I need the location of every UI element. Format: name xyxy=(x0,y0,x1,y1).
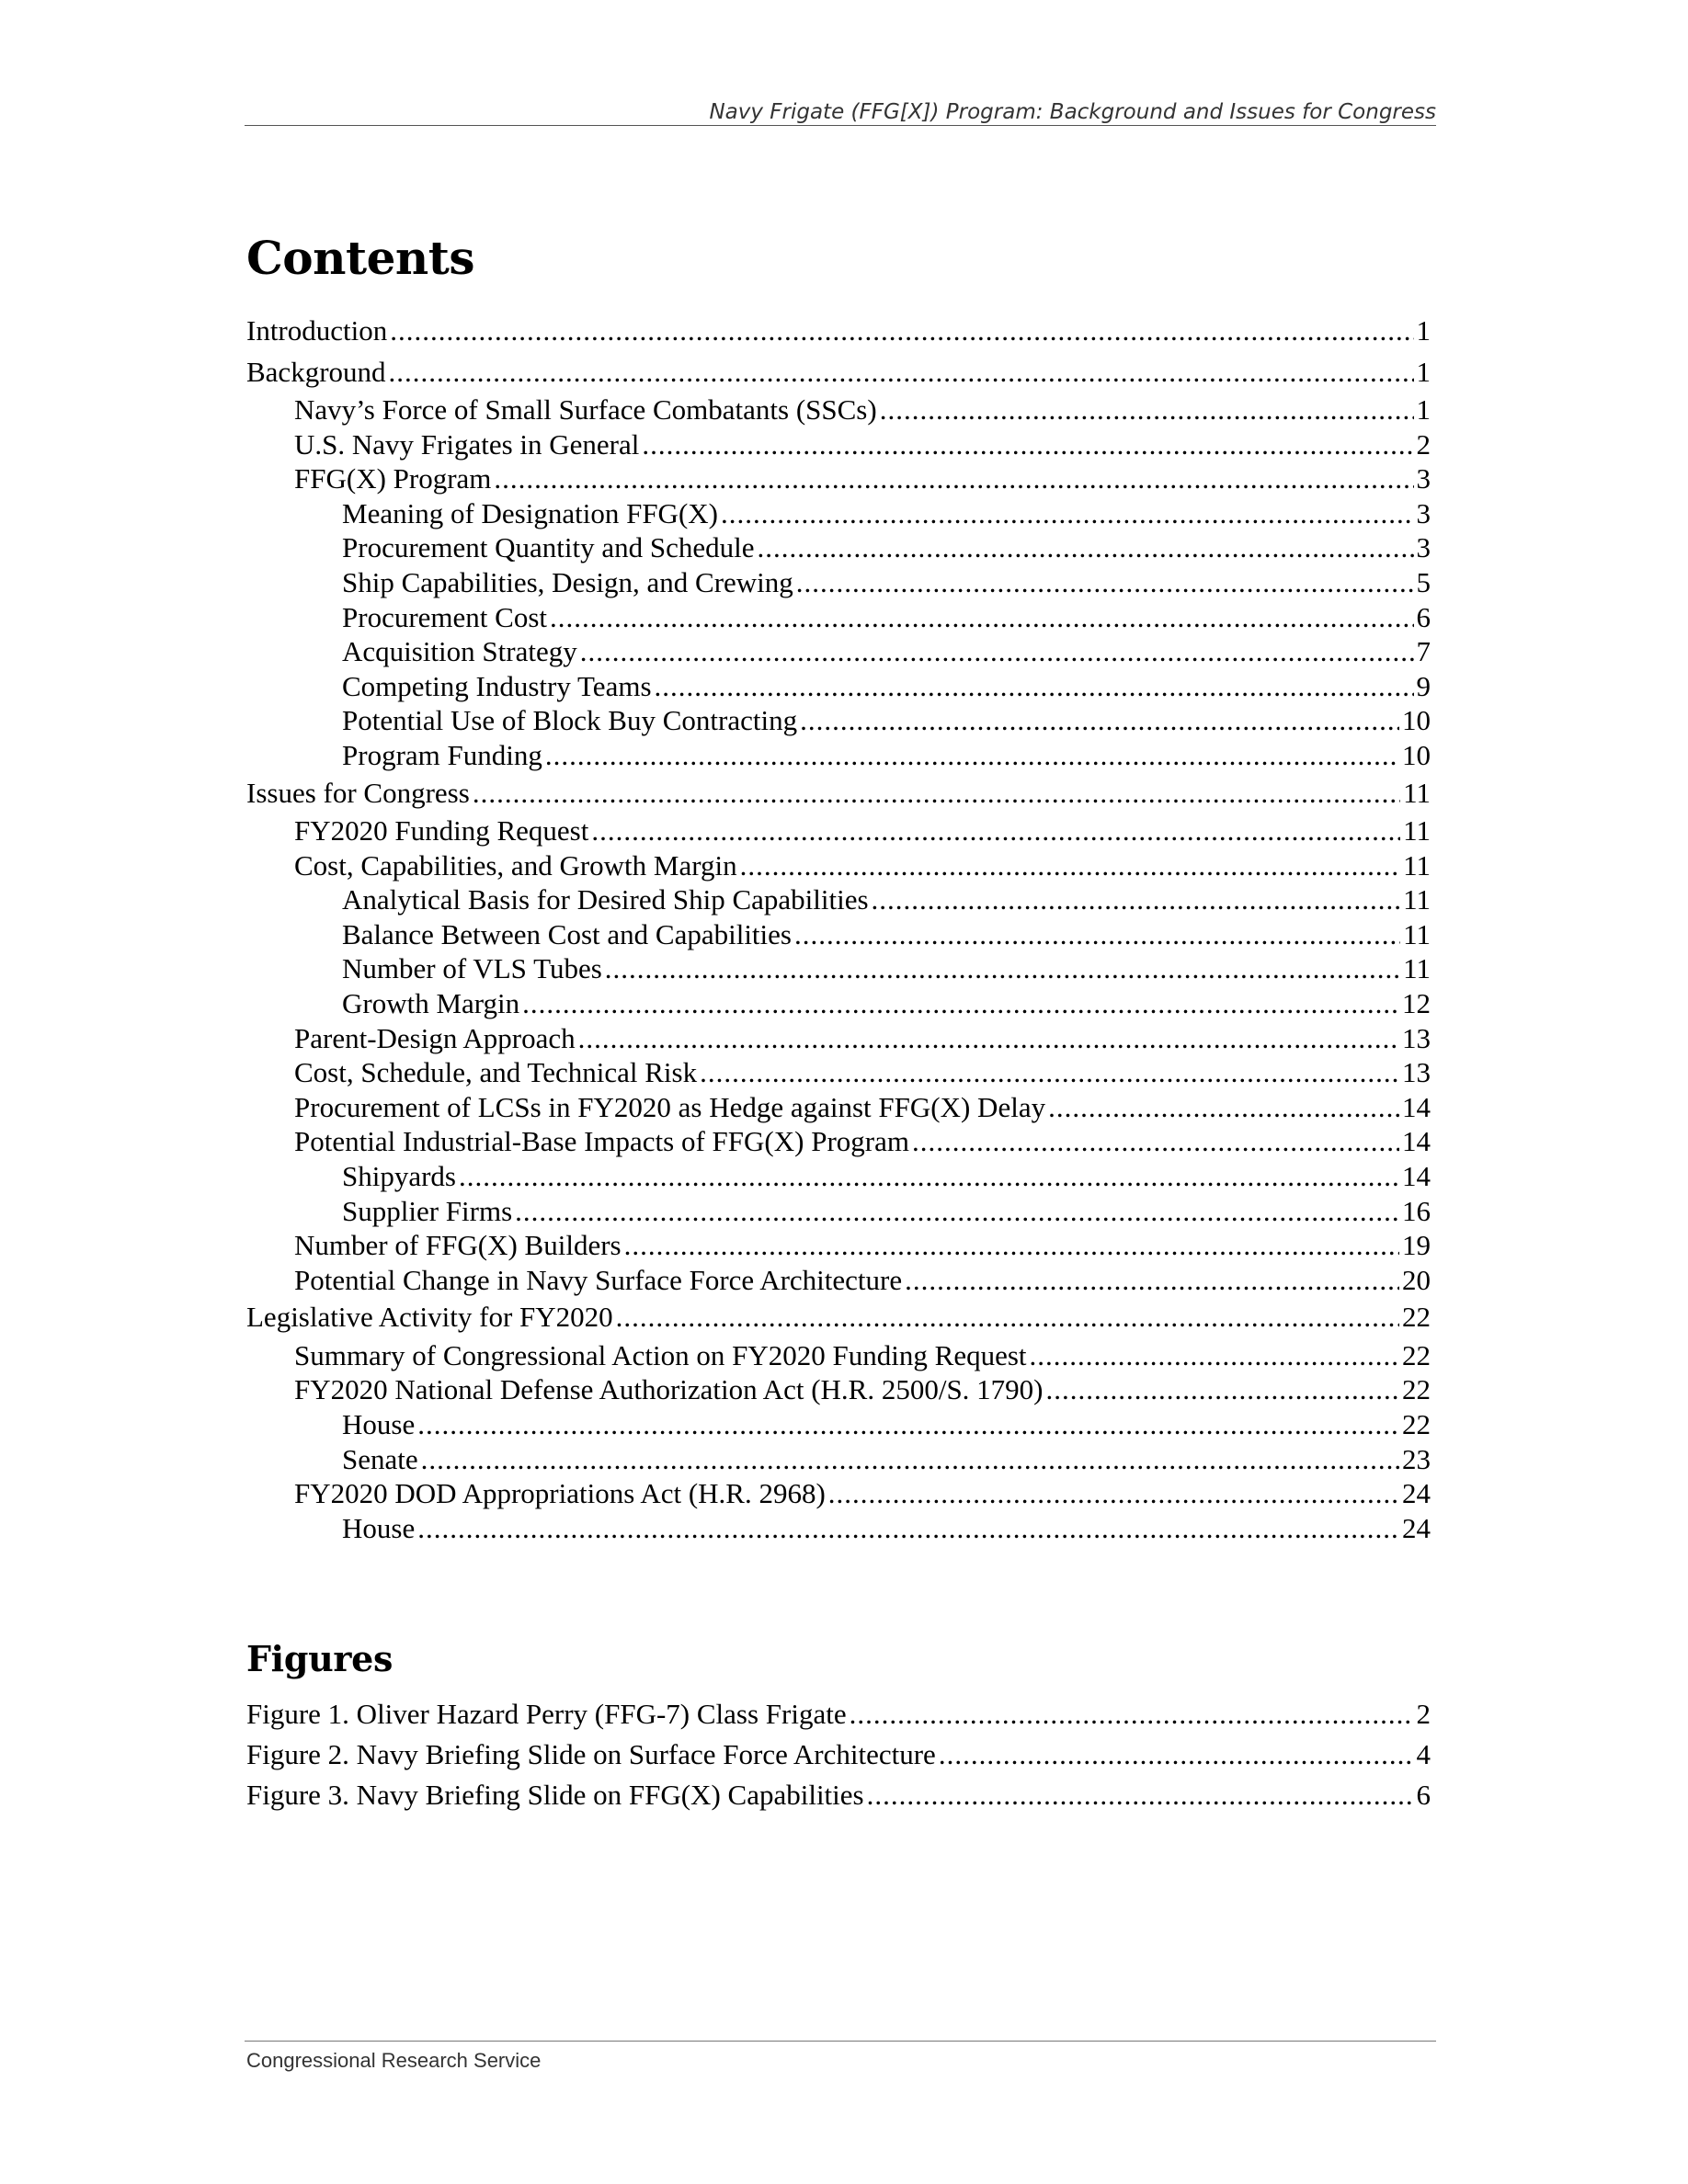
dot-leader xyxy=(740,848,1401,883)
dot-leader xyxy=(912,1124,1399,1159)
toc-entry-title: Acquisition Strategy xyxy=(342,635,577,668)
toc-entry-title: Potential Use of Block Buy Contracting xyxy=(342,704,798,737)
dot-leader xyxy=(591,813,1400,848)
toc-page-number: 7 xyxy=(1416,635,1431,668)
toc-page-number: 10 xyxy=(1402,704,1431,737)
dot-leader xyxy=(800,703,1399,738)
toc-entry[interactable] xyxy=(246,1476,1431,1511)
toc-page-number: 11 xyxy=(1403,952,1431,985)
table-of-contents xyxy=(246,311,1431,1545)
dot-leader xyxy=(515,1194,1399,1229)
toc-entry-title: Navy’s Force of Small Surface Combatants (SSCs) xyxy=(294,393,877,426)
list-of-figures xyxy=(246,1694,1431,1815)
toc-page-number: 5 xyxy=(1416,565,1431,598)
toc-entry-title: Senate xyxy=(342,1442,418,1475)
dot-leader xyxy=(1030,1338,1399,1373)
dot-leader xyxy=(578,1021,1399,1056)
toc-entry[interactable] xyxy=(246,882,1431,917)
dot-leader xyxy=(655,669,1414,704)
dot-leader xyxy=(417,1407,1399,1442)
toc-entry[interactable] xyxy=(246,917,1431,952)
toc-entry-title: Potential Change in Navy Surface Force Architecture xyxy=(294,1263,903,1296)
running-header: Navy Frigate (FFG[X]) Program: Background and Issues for Congress xyxy=(709,100,1436,124)
toc-entry[interactable] xyxy=(246,738,1431,773)
header-divider xyxy=(245,125,1436,126)
toc-page-number: 14 xyxy=(1402,1125,1431,1158)
toc-page-number: 2 xyxy=(1416,1698,1431,1730)
toc-page-number: 24 xyxy=(1402,1511,1431,1544)
dot-leader xyxy=(545,738,1399,773)
dot-leader xyxy=(580,634,1414,669)
toc-page-number: 22 xyxy=(1402,1338,1431,1371)
toc-entry[interactable] xyxy=(246,600,1431,635)
toc-page-number: 19 xyxy=(1402,1229,1431,1262)
toc-entry[interactable] xyxy=(246,1021,1431,1056)
toc-entry[interactable] xyxy=(246,1263,1431,1298)
toc-page-number: 14 xyxy=(1402,1159,1431,1192)
toc-entry-title: Procurement Quantity and Schedule xyxy=(342,531,755,564)
toc-entry-title: FY2020 National Defense Authorization Act (H.R. 2500/S. 1790) xyxy=(294,1373,1044,1406)
toc-entry[interactable] xyxy=(246,461,1431,496)
toc-entry-title: Program Funding xyxy=(342,738,542,771)
toc-page-number: 3 xyxy=(1416,496,1431,529)
toc-page-number: 22 xyxy=(1402,1373,1431,1406)
toc-page-number: 11 xyxy=(1403,814,1431,847)
toc-entry-title: Figure 3. Navy Briefing Slide on FFG(X) Capabilities xyxy=(246,1779,864,1811)
toc-page-number: 4 xyxy=(1416,1738,1431,1770)
toc-entry[interactable] xyxy=(246,311,1431,352)
dot-leader xyxy=(721,496,1414,531)
toc-entry-title: Number of FFG(X) Builders xyxy=(294,1229,622,1262)
toc-page-number: 9 xyxy=(1416,669,1431,702)
toc-entry[interactable] xyxy=(246,530,1431,565)
toc-entry[interactable] xyxy=(246,634,1431,669)
dot-leader xyxy=(850,1694,1414,1735)
footer-publisher: Congressional Research Service xyxy=(246,2049,542,2072)
toc-entry-title: House xyxy=(342,1511,416,1544)
toc-entry-title: Issues for Congress xyxy=(246,776,470,809)
toc-entry-title: FY2020 Funding Request xyxy=(294,814,589,847)
dot-leader xyxy=(758,530,1414,565)
dot-leader xyxy=(880,392,1414,427)
toc-entry-title: Background xyxy=(246,355,386,388)
toc-entry[interactable] xyxy=(246,813,1431,848)
toc-entry[interactable] xyxy=(246,565,1431,600)
toc-page-number: 3 xyxy=(1416,462,1431,495)
toc-entry-title: House xyxy=(342,1408,416,1441)
contents-title: Contents xyxy=(246,231,475,285)
toc-entry-title: U.S. Navy Frigates in General xyxy=(294,427,640,461)
toc-entry-title: Competing Industry Teams xyxy=(342,669,652,702)
toc-entry-title: Procurement of LCSs in FY2020 as Hedge against FFG(X) Delay xyxy=(294,1090,1046,1123)
dot-leader xyxy=(522,986,1399,1021)
toc-page-number: 12 xyxy=(1402,987,1431,1019)
toc-page-number: 14 xyxy=(1402,1090,1431,1123)
figure-entry[interactable] xyxy=(246,1694,1431,1735)
toc-page-number: 23 xyxy=(1402,1442,1431,1475)
figure-entry[interactable] xyxy=(246,1775,1431,1815)
dot-leader xyxy=(421,1442,1399,1477)
toc-entry-title: FY2020 DOD Appropriations Act (H.R. 2968) xyxy=(294,1477,826,1510)
toc-entry-title: Number of VLS Tubes xyxy=(342,952,602,985)
figure-entry[interactable] xyxy=(246,1735,1431,1775)
toc-page-number: 6 xyxy=(1416,1779,1431,1811)
dot-leader xyxy=(459,1159,1399,1194)
toc-entry-title: Figure 1. Oliver Hazard Perry (FFG-7) Class Frigate xyxy=(246,1698,847,1730)
toc-page-number: 22 xyxy=(1402,1301,1431,1334)
toc-entry[interactable] xyxy=(246,703,1431,738)
toc-page-number: 11 xyxy=(1403,776,1431,809)
toc-entry-title: Balance Between Cost and Capabilities xyxy=(342,917,792,950)
toc-entry-title: Meaning of Designation FFG(X) xyxy=(342,496,718,529)
dot-leader xyxy=(1046,1372,1399,1407)
figures-title: Figures xyxy=(246,1638,393,1679)
toc-page-number: 3 xyxy=(1416,531,1431,564)
toc-page-number: 24 xyxy=(1402,1477,1431,1510)
toc-entry[interactable] xyxy=(246,1338,1431,1373)
toc-entry[interactable] xyxy=(246,1194,1431,1229)
toc-page-number: 11 xyxy=(1403,883,1431,916)
dot-leader xyxy=(867,1775,1414,1815)
toc-entry[interactable] xyxy=(246,1442,1431,1477)
dot-leader xyxy=(642,427,1413,462)
toc-entry-title: Growth Margin xyxy=(342,987,520,1019)
toc-page-number: 13 xyxy=(1402,1021,1431,1054)
toc-page-number: 6 xyxy=(1416,600,1431,633)
dot-leader xyxy=(1048,1090,1399,1125)
toc-page-number: 1 xyxy=(1416,393,1431,426)
toc-entry[interactable] xyxy=(246,427,1431,462)
toc-entry-title: Analytical Basis for Desired Ship Capabilities xyxy=(342,883,869,916)
toc-page-number: 11 xyxy=(1403,917,1431,950)
footer-divider xyxy=(245,2041,1436,2042)
toc-entry[interactable] xyxy=(246,986,1431,1021)
toc-entry[interactable] xyxy=(246,848,1431,883)
dot-leader xyxy=(494,461,1413,496)
toc-entry[interactable] xyxy=(246,773,1431,814)
toc-page-number: 2 xyxy=(1416,427,1431,461)
dot-leader xyxy=(828,1476,1399,1511)
toc-entry-title: Summary of Congressional Action on FY2020 Funding Request xyxy=(294,1338,1027,1371)
dot-leader xyxy=(390,311,1413,352)
toc-page-number: 22 xyxy=(1402,1408,1431,1441)
toc-page-number: 16 xyxy=(1402,1194,1431,1227)
toc-entry[interactable] xyxy=(246,1511,1431,1546)
dot-leader xyxy=(389,352,1414,393)
toc-page-number: 1 xyxy=(1416,355,1431,388)
toc-page-number: 13 xyxy=(1402,1056,1431,1089)
toc-entry[interactable] xyxy=(246,1228,1431,1263)
toc-entry-title: Cost, Schedule, and Technical Risk xyxy=(294,1056,698,1089)
toc-entry-title: Parent-Design Approach xyxy=(294,1021,576,1054)
toc-entry[interactable] xyxy=(246,1090,1431,1125)
toc-entry-title: FFG(X) Program xyxy=(294,462,492,495)
toc-entry[interactable] xyxy=(246,1055,1431,1090)
toc-page-number: 10 xyxy=(1402,738,1431,771)
dot-leader xyxy=(550,600,1414,635)
toc-entry-title: Cost, Capabilities, and Growth Margin xyxy=(294,848,737,882)
dot-leader xyxy=(700,1055,1399,1090)
dot-leader xyxy=(417,1511,1399,1546)
dot-leader xyxy=(473,773,1400,814)
toc-entry-title: Legislative Activity for FY2020 xyxy=(246,1301,613,1334)
toc-entry-title: Figure 2. Navy Briefing Slide on Surface Force Architecture xyxy=(246,1738,936,1770)
toc-entry[interactable] xyxy=(246,1159,1431,1194)
toc-page-number: 20 xyxy=(1402,1263,1431,1296)
toc-entry[interactable] xyxy=(246,392,1431,427)
toc-entry-title: Introduction xyxy=(246,314,388,347)
dot-leader xyxy=(872,882,1401,917)
toc-entry-title: Potential Industrial-Base Impacts of FFG(X) Program xyxy=(294,1125,909,1158)
toc-entry[interactable] xyxy=(246,951,1431,986)
toc-entry[interactable] xyxy=(246,1407,1431,1442)
dot-leader xyxy=(794,917,1400,952)
dot-leader xyxy=(939,1735,1414,1775)
toc-entry-title: Procurement Cost xyxy=(342,600,547,633)
dot-leader xyxy=(605,951,1400,986)
dot-leader xyxy=(624,1228,1399,1263)
toc-entry-title: Supplier Firms xyxy=(342,1194,513,1227)
toc-entry-title: Shipyards xyxy=(342,1159,456,1192)
dot-leader xyxy=(796,565,1414,600)
toc-entry[interactable] xyxy=(246,1124,1431,1159)
dot-leader xyxy=(905,1263,1399,1298)
toc-page-number: 1 xyxy=(1416,314,1431,347)
dot-leader xyxy=(616,1297,1399,1338)
toc-entry[interactable] xyxy=(246,669,1431,704)
toc-entry[interactable] xyxy=(246,1297,1431,1338)
toc-entry[interactable] xyxy=(246,352,1431,393)
toc-page-number: 11 xyxy=(1403,848,1431,882)
toc-entry-title: Ship Capabilities, Design, and Crewing xyxy=(342,565,793,598)
toc-entry[interactable] xyxy=(246,496,1431,531)
toc-entry[interactable] xyxy=(246,1372,1431,1407)
